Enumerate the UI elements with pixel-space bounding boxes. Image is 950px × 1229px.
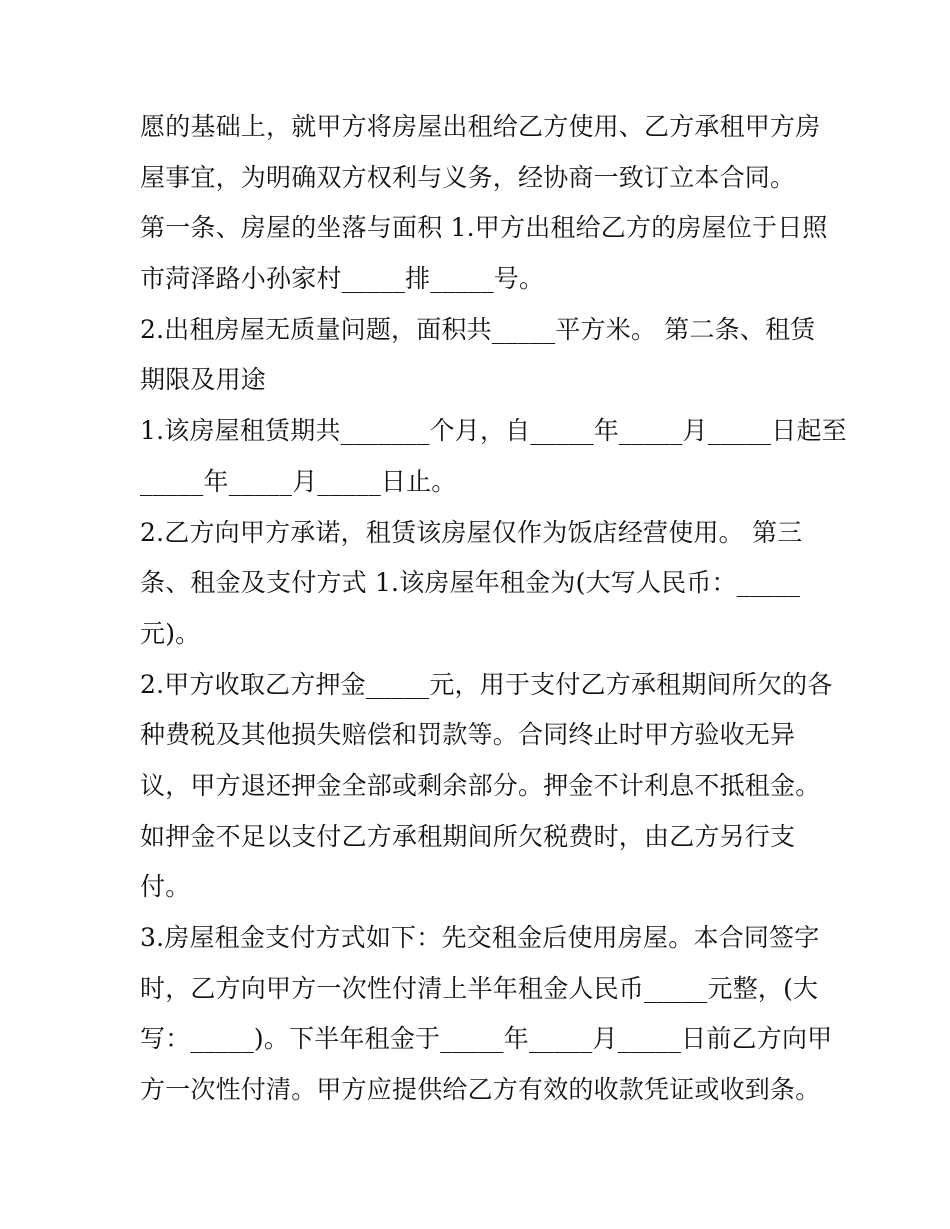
contract-body — [140, 102, 847, 1116]
text-line: _____年_____月_____日止。 — [140, 466, 457, 496]
text-line: 如押金不足以支付乙方承租期间所欠税费时，由乙方另行支 — [140, 821, 796, 851]
text-line: 条、租金及支付方式 1.该房屋年租金为(大写人民币：_____ — [140, 568, 801, 598]
text-line: 愿的基础上，就甲方将房屋出租给乙方使用、乙方承租甲方房 — [140, 112, 821, 141]
text-line: 屋事宜，为明确双方权利与义务，经协商一致订立本合同。 — [140, 162, 796, 192]
text-line: 方一次性付清。甲方应提供给乙方有效的收款凭证或收到条。 — [140, 1075, 821, 1105]
text-line: 2.甲方收取乙方押金_____元，用于支付乙方承租期间所欠的各 — [140, 669, 833, 699]
text-line: 种费税及其他损失赔偿和罚款等。合同终止时甲方验收无异 — [140, 720, 796, 750]
text-line: 3.房屋租金支付方式如下：先交租金后使用房屋。本合同签字 — [140, 923, 820, 952]
text-line: 元)。 — [140, 618, 201, 648]
text-line: 议，甲方退还押金全部或剩余部分。押金不计利息不抵租金。 — [140, 770, 821, 800]
text-line: 第一条、房屋的坐落与面积 1.甲方出租给乙方的房屋位于日照 — [140, 213, 828, 243]
text-line: 时，乙方向甲方一次性付清上半年租金人民币_____元整，(大 — [140, 973, 819, 1003]
text-line: 付。 — [140, 872, 191, 902]
text-line: 1.该房屋租赁期共_______个月，自_____年_____月_____日起至 — [140, 416, 847, 446]
text-line: 2.出租房屋无质量问题，面积共_____平方米。 第二条、租赁 — [140, 314, 816, 344]
text-line: 期限及用途 — [140, 365, 267, 395]
text-line: 写：_____)。下半年租金于_____年_____月_____日前乙方向甲 — [140, 1024, 833, 1054]
text-line: 市菏泽路小孙家村_____排_____号。 — [140, 264, 545, 294]
text-line: 2.乙方向甲方承诺，租赁该房屋仅作为饭店经营使用。 第三 — [140, 517, 803, 547]
